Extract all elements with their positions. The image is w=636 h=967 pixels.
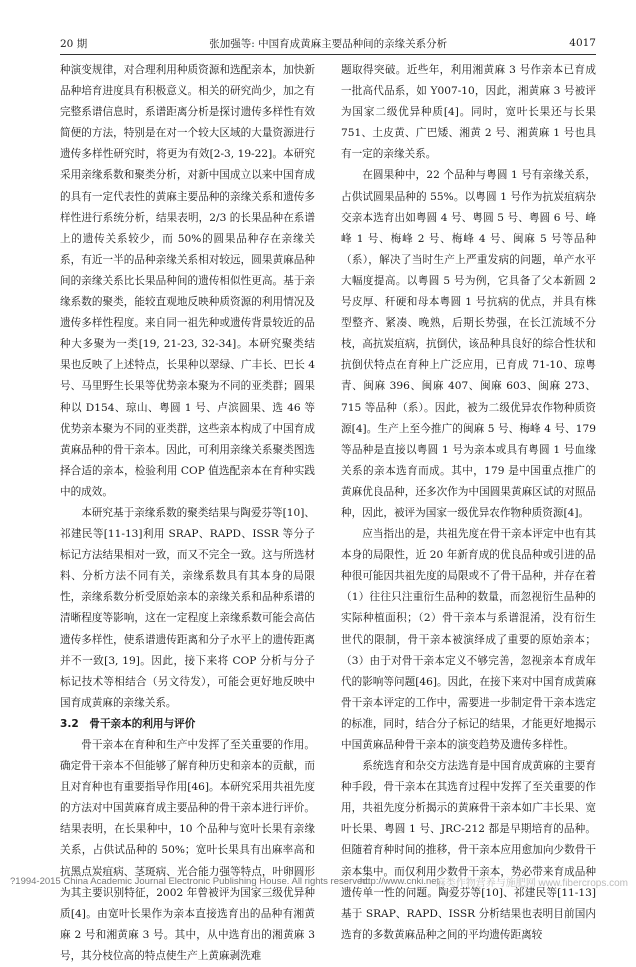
running-header <box>60 34 596 52</box>
page-number: 4017 <box>569 37 596 49</box>
paragraph: 题取得突破。近些年，利用湘黄麻 3 号作亲本已育成一批高代品系，如 Y007-10，因此，湘黄麻 3 号被评为国家二级优异种质[4]。同时，宽叶长果还与长果 751、土皮黄、广巴矮、湘黄 2 号、湘黄麻 1 号也具有一定的亲缘关系。 <box>341 64 596 161</box>
paragraph: 系统选育和杂交方法选育是中国育成黄麻的主要育种手段，骨干亲本在其选育过程中发挥了至关重要的作用，共祖先度分析揭示的黄麻骨干亲本如广丰长果、宽叶长果、粤圆 1 号、JRC-212 都是早期培育的品种。但随着育种时间的推移，骨干亲本应用愈加向少数骨干亲本集中。而仅利用少数骨干亲本，势必带来育成品种遗传单一性的问题。陶爱芬等[10]、祁建民等[11-13]基于 SRAP、RAPD、ISSR 分析结果也表明目前国内选育的多数黄麻品种之间的平均遗传距离较 <box>341 760 596 941</box>
paragraph: 骨干亲本在育种和生产中发挥了至关重要的作用。确定骨干亲本不但能够了解育种历史和亲本的贡献，而且对育种也有重要指导作用[46]。本研究采用共祖先度的方法对中国黄麻育成主要品种的骨干亲本进行评价。结果表明，在长果种中，10 个品种与宽叶长果有亲缘关系，占供试品种的 50%；宽叶长果具有出麻率高和抗黑点炭疽病、茎斑病、光合能力强等特点，叶卵圆形为其主要识别特征，2002 年曾被评为国家三级优异种质[4]。由宽叶长果作为亲本直接选育出的品种有湘黄麻 2 号和湘黄麻 3 号。其中，从中选育出的湘黄麻 3 号，其分枝位高的特点使生产上黄麻剥洗难 <box>60 739 315 962</box>
issue-number: 20 期 <box>60 37 88 50</box>
running-title: 张加强等: 中国育成黄麻主要品种间的亲缘关系分析 <box>209 37 448 50</box>
right-column <box>341 60 596 946</box>
left-column <box>60 60 315 967</box>
page-footer <box>0 876 636 892</box>
paragraph: 在圆果种中，22 个品种与粤圆 1 号有亲缘关系，占供试圆果品种的 55%。以粤圆 1 号作为抗炭疽病杂交亲本选育出如粤圆 4 号、粤圆 5 号、粤圆 6 号、峰峰 1 号、梅峰 2 号、梅峰 4 号、闽麻 5 号等品种（系），解决了当时生产上严重发病的问题，单产水平大幅度提高。以粤圆 5 号为例，它具备了父本新圆 2 号皮厚、秆硬和母本粤圆 1 号抗病的优点，并具有株型整齐、紧凑、晚熟，后期长势强，在长江流域不分枝，高抗炭疽病，抗倒伏，该品种具良好的综合性状和抗倒伏特点在育种上广泛应用，已育成 71-10、琼粤青、闽麻 396、闽麻 407、闽麻 603、闽麻 273、715 等品种（系）。因此，被为二级优异农作物种质资源[4]。生产上至今推广的闽麻 5 号、梅峰 4 号、179 等品种是直接以粤圆 1 号为亲本或具有粤圆 1 号血缘关系的亲本选育而成。其中，179 是中国重点推广的黄麻优良品种，还多次作为中国圆果黄麻区试的对照品种，因此，被评为国家一级优异农作物种质资源[4]。 <box>341 169 596 519</box>
paragraph: 本研究基于亲缘系数的聚类结果与陶爱芬等[10]、祁建民等[11-13]利用 SRAP、RAPD、ISSR 等分子标记方法结果相对一致，而又不完全一致。这与所选材料、分析方法不同有关，亲缘系数具有其本身的局限性，亲缘系数分析受原始亲本的亲缘关系和品种系谱的清晰程度等影响，这在一定程度上亲缘系数可能会高估遗传多样性，使系谱遗传距离和分子水平上的遗传距离并不一致[3, 19]。因此，接下来将 COP 分析与分子标记技术等相结合（另文待发），可能会更好地反映中国育成黄麻的亲缘关系。 <box>60 506 315 709</box>
section-heading: 3.2 骨干亲本的利用与评价 <box>60 717 196 730</box>
watermark-text: 麻类作物营养与施肥网 www.fibercrops.com <box>435 878 628 889</box>
paragraph: 种演变规律，对合理利用种质资源和选配亲本，加快新品种培育进度具有积极意义。相关的研究尚少，加之有完整系谱信息时，系谱距离分析是探讨遗传多样性有效简便的方法，特别是在对一个较大区域的大量资源进行遗传多样性研究时，将更为有效[2-3, 19-22]。本研究采用亲缘系数和聚类分析，对新中国成立以来中国育成的具有一定代表性的黄麻主要品种的亲缘关系和遗传多样性进行系统分析，结果表明，2/3 的长果品种在系谱上的遗传关系较少，而 50%的圆果品种存在亲缘关系，有近一半的品种亲缘关系相对较远，圆果黄麻品种间的亲缘关系比长果品种间的遗传相似性更高。基于亲缘系数的聚类，能较直观地反映种质资源的利用情况及遗传多样性程度。来自同一祖先种或遗传背景较近的品种大多聚为一类[19, 21-23, 32-34]。本研究聚类结果也反映了上述特点，长果种以翠绿、广丰长、巴长 4 号、马里野生长果等优势亲本聚为不同的亚类群；圆果种以 D154、琼山、粤圆 1 号、卢滨圆果、选 46 等优势亲本聚为不同的亚类群，这些亲本构成了中国育成黄麻品种的骨干亲本。因此，可利用亲缘关系聚类图选择合适的亲本，检验利用 COP 值选配亲本在育种实践中的成效。 <box>60 64 315 498</box>
source-url: http://www.cnki.net <box>360 876 440 887</box>
paragraph: 应当指出的是，共祖先度在骨干亲本评定中也有其本身的局限性，近 20 年新育成的优良品种或引进的品种很可能因共祖先度的局限或不了骨干品种，并存在着（1）往往只注重衍生品种的数量，而忽视衍生品种的实际种植面积；（2）骨干亲本与系谱混淆，没有衍生世代的限制，骨干亲本被演绎成了重要的原始亲本；（3）由于对骨干亲本定义不够完善，忽视亲本育成年代的影响等问题[46]。因此，在接下来对中国育成黄麻骨干亲本评定的工作中，需要进一步制定骨干亲本选定的标准，同时，结合分子标记的结果，才能更好地揭示中国黄麻品种骨干亲本的演变趋势及遗传多样性。 <box>341 528 596 751</box>
header-rule <box>60 54 596 55</box>
copyright-notice: ?1994-2015 China Academic Journal Electronic Publishing House. All rights reserved. <box>10 876 371 887</box>
